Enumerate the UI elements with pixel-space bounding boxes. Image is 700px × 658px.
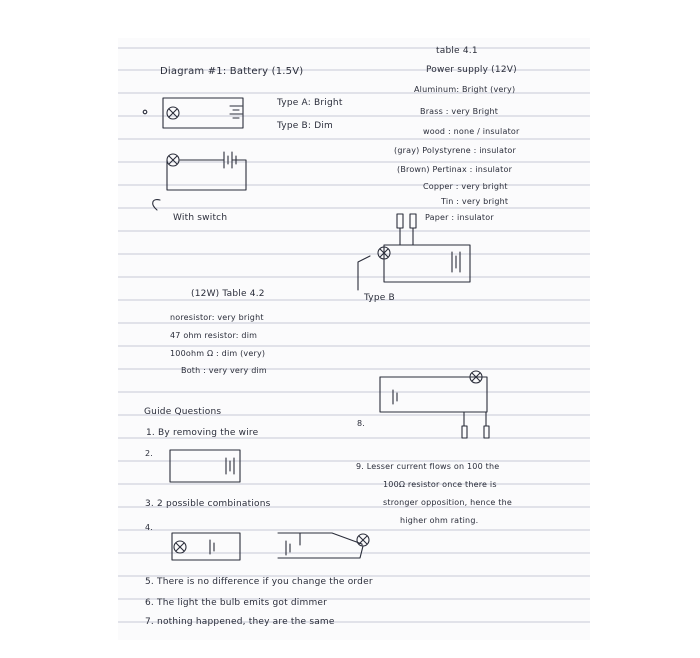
- diagram-title: Diagram #1: Battery (1.5V): [160, 66, 304, 77]
- with-switch-label: With switch: [173, 213, 228, 223]
- material-row: Brass : very Bright: [420, 107, 499, 116]
- type-b-circuit-label: Type B: [364, 293, 395, 303]
- material-row: Copper : very bright: [423, 182, 508, 191]
- answer-4-number: 4.: [145, 523, 154, 532]
- answer-9-line: 9. Lesser current flows on 100 the: [356, 462, 500, 471]
- material-row: (gray) Polystyrene : insulator: [394, 146, 517, 155]
- answer-6: 6. The light the bulb emits got dimmer: [145, 598, 328, 608]
- material-row: Paper : insulator: [425, 213, 494, 222]
- circuit-q4-right: [278, 533, 369, 558]
- material-row: (Brown) Pertinax : insulator: [397, 165, 513, 174]
- answer-1: 1. By removing the wire: [146, 428, 259, 438]
- material-row: Aluminum: Bright (very): [414, 85, 516, 94]
- circuit-type-b: [167, 152, 246, 190]
- table-4-2-title: (12W) Table 4.2: [191, 289, 265, 299]
- answer-5: 5. There is no difference if you change the order: [145, 577, 373, 587]
- answer-8-number: 8.: [357, 419, 366, 428]
- answer-9-line: stronger opposition, hence the: [383, 498, 513, 507]
- answer-3: 3. 2 possible combinations: [145, 499, 271, 509]
- power-supply-label: Power supply (12V): [426, 65, 517, 75]
- circuit-q2: [170, 450, 240, 482]
- table-4-2-row: 100ohm Ω : dim (very): [170, 349, 266, 358]
- circuit-type-a: [143, 98, 243, 128]
- table-4-2-row: noresistor: very bright: [170, 313, 264, 322]
- answer-2-number: 2.: [145, 449, 154, 458]
- table-4-2-row: 47 ohm resistor: dim: [170, 331, 258, 340]
- answer-9-line: 100Ω resistor once there is: [383, 480, 497, 489]
- type-b-label: Type B: Dim: [277, 121, 333, 131]
- circuit-q4-left: [172, 533, 240, 560]
- material-row: Tin : very bright: [441, 197, 509, 206]
- answer-7: 7. nothing happened, they are the same: [145, 617, 335, 627]
- circuit-q8: [380, 371, 489, 438]
- answer-9-line: higher ohm rating.: [400, 516, 479, 525]
- table-4-2-row: Both : very very dim: [181, 366, 267, 375]
- guide-questions-title: Guide Questions: [144, 407, 222, 417]
- circuit-power-supply: [358, 214, 470, 290]
- table-4-1-title: table 4.1: [436, 46, 478, 56]
- type-a-label: Type A: Bright: [277, 98, 343, 108]
- material-row: wood : none / insulator: [423, 127, 520, 136]
- curl-arrow: [153, 200, 160, 210]
